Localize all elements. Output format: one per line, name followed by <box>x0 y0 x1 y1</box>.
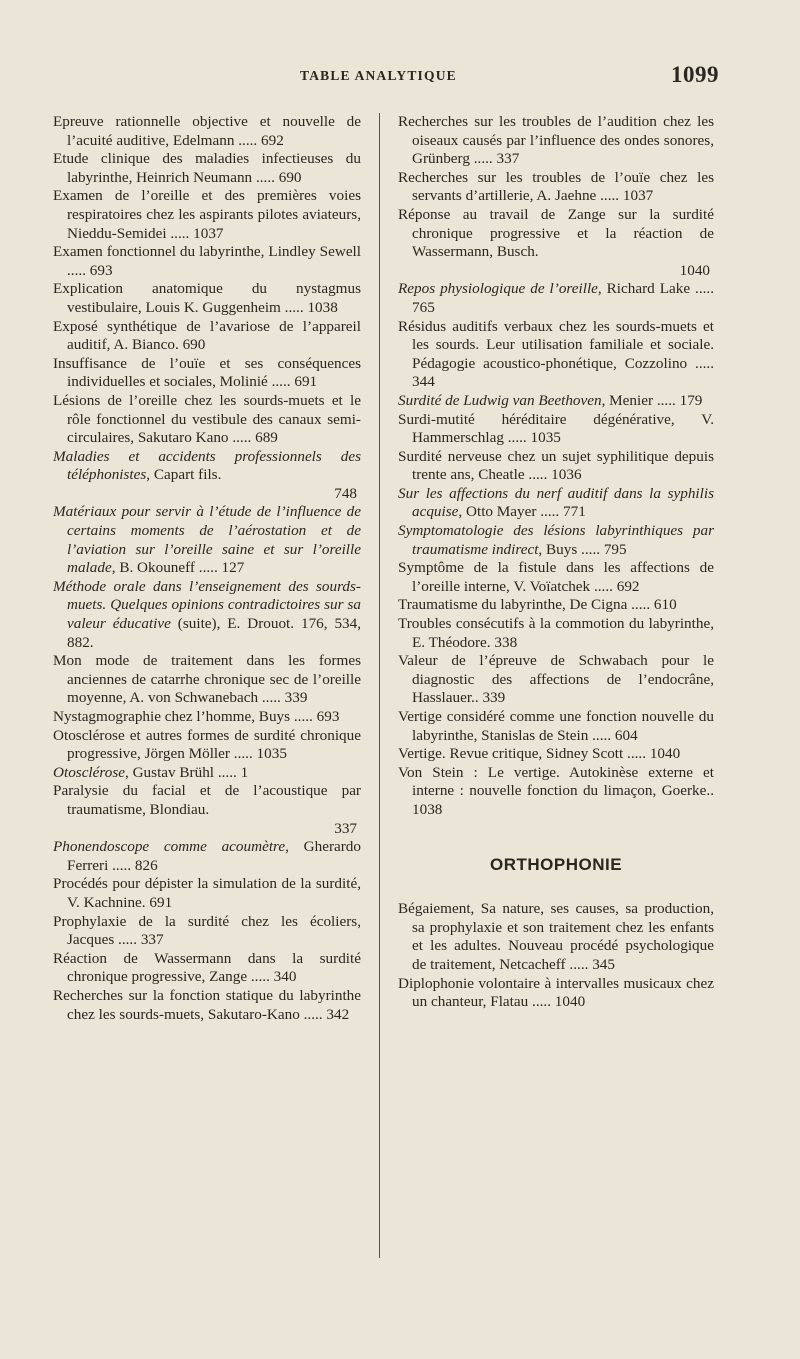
entry-text: Etude clinique des maladies infectieuses du labyrinthe, Heinrich Neumann <box>53 150 361 186</box>
index-entry <box>398 113 714 169</box>
entry-text: Recherches sur la fonction statique du labyrinthe chez les sourds-muets, Sakutaro-Kano <box>53 986 361 1023</box>
page-reference: 689 <box>255 429 278 447</box>
index-entry <box>53 355 361 392</box>
leader-dots: ..... <box>293 708 313 725</box>
page-reference: 1038 <box>412 800 443 818</box>
entry-text: Résidus auditifs verbaux chez les sourds-muets et les sourds. Leur utilisation familiale et sociale. Pédagogie acoustico-phonétique, Cozzolino <box>398 317 714 372</box>
leader-dots: ..... <box>528 466 548 484</box>
page-number: 1099 <box>671 62 719 87</box>
entry-text: Examen de l’oreille et des premières voies respiratoires chez les aspirants pilotes aviateurs, Nieddu-Semidei <box>53 187 361 242</box>
entry-text: Vertige considéré comme une fonction nouvelle du labyrinthe, Stanislas de Stein <box>398 708 714 744</box>
index-entry <box>53 187 361 243</box>
left-column <box>53 113 361 1024</box>
index-entry <box>53 113 361 150</box>
index-entry <box>398 764 714 820</box>
index-entry <box>398 280 714 317</box>
leader-dots: ..... <box>473 150 493 168</box>
index-entry <box>398 596 714 615</box>
leader-dots: ..... <box>600 187 620 205</box>
entry-text: Traumatisme du labyrinthe, De Cigna <box>398 596 628 614</box>
entry-text: Maladies et accidents professionnels des téléphonistes, Capart fils. <box>53 447 361 484</box>
leader-dots: ..... <box>118 931 138 949</box>
index-entry <box>53 987 361 1024</box>
index-entry <box>398 615 714 652</box>
index-entry <box>398 900 714 974</box>
entry-text: Explication anatomique du nystagmus vestibulaire, Louis K. Guggenheim <box>53 280 361 316</box>
right-column <box>398 113 714 1012</box>
index-entry <box>398 708 714 745</box>
page-reference: 826 <box>134 856 158 874</box>
leader-dots: ..... <box>540 503 560 521</box>
page-reference: 691 <box>149 893 173 911</box>
index-entry <box>53 392 361 448</box>
page-reference: 176, 534, 882. <box>67 615 362 651</box>
leader-dots: ..... <box>631 596 651 614</box>
index-entry <box>398 745 714 764</box>
page-reference: 691 <box>294 373 318 391</box>
leader-dots: ..... <box>592 726 612 744</box>
index-entry <box>53 150 361 187</box>
index-entry <box>53 280 361 317</box>
leader-dots: ..... <box>250 968 270 986</box>
page-reference: 1035 <box>530 429 561 447</box>
entry-text: Vertige. Revue critique, Sidney Scott <box>398 745 624 763</box>
page-reference: 1038 <box>307 298 338 316</box>
entry-text: Prophylaxie de la surdité chez les écoliers, Jacques <box>53 912 361 949</box>
leader-dots: ..... <box>593 577 613 595</box>
page-reference: 1 <box>240 763 249 781</box>
entry-text: Examen fonctionnel du labyrinthe, Lindley Sewell <box>53 243 361 261</box>
leader-dots: ..... <box>695 280 715 298</box>
entry-text: Sur les affections du nerf auditif dans la syphilis acquise, Otto Mayer <box>398 484 714 521</box>
index-entry <box>398 392 714 411</box>
index-entry <box>53 727 361 764</box>
leader-dots: ..... <box>198 559 218 577</box>
page-reference: 693 <box>316 708 340 725</box>
page-reference: 1035 <box>256 745 287 763</box>
index-entry <box>53 503 361 577</box>
page-reference: 339 <box>482 689 506 707</box>
entry-text: Exposé synthétique de l’avariose de l’appareil auditif, A. Bianco. <box>53 317 361 354</box>
leader-dots: ..... <box>255 168 275 186</box>
page-reference: 610 <box>653 596 677 614</box>
leader-dots: ..... <box>271 373 291 391</box>
entry-text: Otosclérose et autres formes de surdité chronique progressive, Jörgen Möller <box>53 726 361 763</box>
entry-text: Nystagmographie chez l’homme, Buys <box>53 708 291 725</box>
index-entry <box>53 652 361 708</box>
page-reference: 345 <box>592 955 615 973</box>
index-entry <box>53 708 361 727</box>
page-reference: 604 <box>614 726 638 744</box>
entry-text: Réaction de Wassermann dans la surdité chronique progressive, Zange <box>53 949 361 986</box>
entry-text: Phonendoscope comme acoumètre, Gherardo Ferreri <box>53 838 361 874</box>
leader-dots: ..... <box>303 1005 323 1023</box>
entry-text: Méthode orale dans l’enseignement des sourds-muets. Quelques opinions contradictoires sur sa valeur éducative (suite), E. Drouot. <box>53 577 361 633</box>
index-entry <box>398 448 714 485</box>
leader-dots: ..... <box>532 993 551 1011</box>
leader-dots: ..... <box>581 540 601 558</box>
entry-text: Lésions de l’oreille chez les sourds-muets et le rôle fonctionnel du vestibule des canaux semi-circulaires, Sakutaro Kano <box>53 391 361 447</box>
right-column-entries <box>398 113 714 820</box>
page-reference: 748 <box>334 484 357 502</box>
entry-text: Diplophonie volontaire à intervalles musicaux chez un chanteur, Flatau <box>398 974 714 1011</box>
page-reference: 339 <box>284 689 308 707</box>
index-entry <box>53 838 361 875</box>
entry-text: Repos physiologique de l’oreille, Richard Lake <box>398 280 691 298</box>
leader-dots: ..... <box>627 745 647 763</box>
page-reference: 1037 <box>622 187 654 205</box>
leader-dots: ..... <box>261 689 281 707</box>
entry-text: Surdité nerveuse chez un sujet syphilitique depuis trente ans, Cheatle <box>398 447 714 484</box>
entry-text: Mon mode de traitement dans les formes anciennes de catarrhe chronique sec de l’oreille moyenne, A. von Schwanebach <box>53 652 361 707</box>
index-entry <box>53 875 361 912</box>
leader-dots: ..... <box>695 354 714 372</box>
page-reference: 337 <box>140 931 164 949</box>
page-reference: 127 <box>221 559 245 577</box>
index-entry <box>53 448 361 504</box>
leader-dots: ..... <box>238 131 258 149</box>
page-reference: 692 <box>616 577 640 595</box>
leader-dots: ..... <box>232 429 252 447</box>
index-entry <box>53 782 361 838</box>
index-entry <box>398 411 714 448</box>
entry-text: Matériaux pour servir à l’étude de l’influence de certains moments de l’aérostation et de l’aviation sur l’oreille saine et sur l’oreille malade, B. Okouneff <box>53 503 361 577</box>
index-entry <box>53 243 361 280</box>
entry-text: Bégaiement, Sa nature, ses causes, sa production, sa prophylaxie et son traitement chez les enfants et les adultes. Nouveau procédé psychologique de traitement, Netcacheff <box>398 900 714 973</box>
running-title: TABLE ANALYTIQUE <box>300 68 457 83</box>
index-entry <box>398 522 714 559</box>
page-reference: 1037 <box>193 224 224 242</box>
index-entry <box>398 206 714 280</box>
index-entry <box>53 913 361 950</box>
index-entry <box>398 485 714 522</box>
page-reference: 337 <box>334 819 357 837</box>
entry-text: Surdité de Ludwig van Beethoven, Menier <box>398 391 654 409</box>
section-heading: ORTHOPHONIE <box>489 854 623 874</box>
entry-text: Réponse au travail de Zange sur la surdité chronique progressive et la réaction de Wassermann, Busch. <box>398 205 714 261</box>
page-reference: 795 <box>603 540 627 558</box>
page-reference: 1036 <box>551 466 582 484</box>
index-entry <box>398 169 714 206</box>
leader-dots: ..... <box>569 955 589 973</box>
index-entry <box>53 764 361 783</box>
entry-text: Epreuve rationnelle objective et nouvelle de l’acuité auditive, Edelmann <box>53 113 361 149</box>
leader-dots: ..... <box>112 856 132 874</box>
leader-dots: ..... <box>284 298 304 316</box>
index-entry <box>398 975 714 1012</box>
entry-text: Insuffisance de l’ouïe et ses conséquences individuelles et sociales, Molinié <box>53 354 361 391</box>
orthophonie-entries <box>398 900 714 1012</box>
entry-text: Paralysie du facial et de l’acoustique par traumatisme, Blondiau. <box>53 782 361 818</box>
page-reference: 337 <box>496 150 520 168</box>
index-entry <box>398 318 714 392</box>
page-reference: 1040 <box>649 745 681 763</box>
page-reference: 690 <box>182 336 206 354</box>
index-entry <box>53 950 361 987</box>
entry-text: Procédés pour dépister la simulation de la surdité, V. Kachnine. <box>53 875 361 911</box>
entry-text: Surdi-mutité héréditaire dégénérative, V. Hammerschlag <box>398 410 714 447</box>
leader-dots: ..... <box>217 763 237 781</box>
entry-text: Otosclérose, Gustav Brühl <box>53 763 215 781</box>
leader-dots: ..... <box>233 745 253 763</box>
leader-dots: ..... <box>507 429 527 447</box>
page-reference: 179 <box>679 391 703 409</box>
entry-text: Troubles consécutifs à la commotion du labyrinthe, E. Théodore. <box>398 615 714 651</box>
page-reference: 342 <box>326 1005 350 1023</box>
page-reference: 690 <box>278 168 302 186</box>
entry-text: Valeur de l’épreuve de Schwabach pour le diagnostic des affections de l’endocrâne, Hasslauer.. <box>398 652 714 707</box>
index-entry <box>398 559 714 596</box>
running-header <box>0 62 800 88</box>
index-entry <box>53 318 361 355</box>
page-reference: 771 <box>563 503 586 521</box>
page-reference: 1040 <box>554 993 586 1011</box>
page-reference: 340 <box>273 968 297 986</box>
entry-text: Symptôme de la fistule dans les affections de l’oreille interne, V. Voïatchek <box>398 559 714 595</box>
leader-dots: ..... <box>170 224 190 242</box>
entry-text: Von Stein : Le vertige. Autokinèse externe et interne : nouvelle fonction du limaçon, Goerke.. <box>398 763 714 800</box>
index-entry <box>398 652 714 708</box>
page-reference: 338 <box>494 633 518 651</box>
page-reference: 693 <box>89 261 113 279</box>
entry-text: Recherches sur les troubles de l’audition chez les oiseaux causés par l’influence des ondes sonores, Grünberg <box>398 113 714 168</box>
index-entry <box>53 578 361 652</box>
leader-dots: ..... <box>67 261 86 279</box>
page-reference: 1040 <box>679 261 710 279</box>
entry-text: Symptomatologie des lésions labyrinthiques par traumatisme indirect, Buys <box>398 522 714 558</box>
leader-dots: ..... <box>656 391 676 409</box>
entry-text: Recherches sur les troubles de l’ouïe chez les servants d’artillerie, A. Jaehne <box>398 168 714 205</box>
page-reference: 692 <box>261 131 284 149</box>
page-reference: 344 <box>412 373 435 391</box>
page-reference: 765 <box>412 298 435 316</box>
